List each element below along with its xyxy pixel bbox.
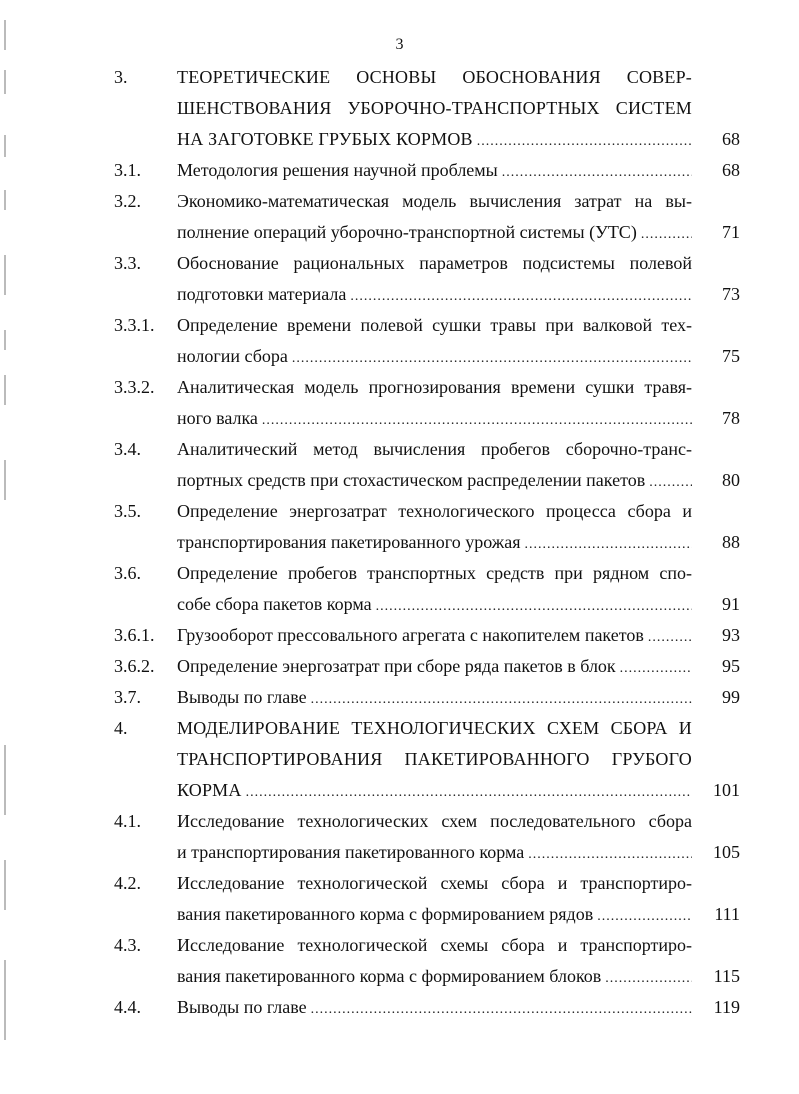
dot-leader xyxy=(350,281,692,312)
toc-entry-number: 3.3. xyxy=(114,253,141,273)
dot-leader xyxy=(649,467,692,498)
toc-entry-title-last-line xyxy=(177,620,692,653)
toc-entry-title-line: Экономико-математическая модель вычисления затрат на вы- xyxy=(177,191,692,211)
toc-entry-title-text: собе сбора пакетов корма xyxy=(177,594,372,614)
toc-entry xyxy=(0,558,799,620)
toc-entry xyxy=(0,682,799,713)
toc-entry-number: 3.6. xyxy=(114,563,141,583)
toc-entry-number: 3.2. xyxy=(114,191,141,211)
toc-entry-page-number: 78 xyxy=(722,408,740,428)
toc-entry-number: 3.3.2. xyxy=(114,377,155,397)
toc-entry-number: 3.7. xyxy=(114,687,141,707)
toc-entry xyxy=(0,620,799,651)
toc-entry-title-last-line xyxy=(177,899,692,932)
toc-entry-title-line: Исследование технологической схемы сбора и транспортиро- xyxy=(177,873,692,893)
toc-entry-number: 3. xyxy=(114,67,128,87)
toc-entry-title-last-line xyxy=(177,124,692,157)
toc-entry-number: 3.5. xyxy=(114,501,141,521)
dot-leader xyxy=(648,622,692,653)
toc-entry xyxy=(0,434,799,496)
toc-entry-page-number: 80 xyxy=(722,470,740,490)
toc-entry-title-text: КОРМА xyxy=(177,780,242,800)
toc-entry-title-line: Исследование технологической схемы сбора и транспортиро- xyxy=(177,935,692,955)
toc-entry-title-last-line xyxy=(177,682,692,715)
toc-entry-title-last-line xyxy=(177,589,692,622)
toc-entry-title-line: ШЕНСТВОВАНИЯ УБОРОЧНО-ТРАНСПОРТНЫХ СИСТЕМ xyxy=(177,98,692,118)
toc-entry-title-line: Исследование технологических схем последовательного сбора xyxy=(177,811,692,831)
toc-entry-title-line: Аналитический метод вычисления пробегов сборочно-транс- xyxy=(177,439,692,459)
dot-leader xyxy=(246,777,692,808)
dot-leader xyxy=(528,839,692,870)
toc-entry-title-last-line xyxy=(177,527,692,560)
toc-entry-title-text: НА ЗАГОТОВКЕ ГРУБЫХ КОРМОВ xyxy=(177,129,473,149)
toc-entry-page-number: 115 xyxy=(713,966,740,986)
dot-leader xyxy=(311,994,692,1025)
toc-entry-title-text: Грузооборот прессовального агрегата с накопителем пакетов xyxy=(177,625,644,645)
toc-entry-number: 3.3.1. xyxy=(114,315,155,335)
toc-entry-number: 4.2. xyxy=(114,873,141,893)
dot-leader xyxy=(262,405,692,436)
toc-entry xyxy=(0,496,799,558)
toc-entry-page-number: 71 xyxy=(722,222,740,242)
toc-entry-number: 3.6.2. xyxy=(114,656,155,676)
toc-entry xyxy=(0,186,799,248)
toc-entry-title-line: Определение пробегов транспортных средств при рядном спо- xyxy=(177,563,692,583)
toc-entry-title-last-line xyxy=(177,837,692,870)
toc-entry-title-line: ТРАНСПОРТИРОВАНИЯ ПАКЕТИРОВАННОГО ГРУБОГО xyxy=(177,749,692,769)
toc-entry-title-text: нологии сбора xyxy=(177,346,288,366)
toc-entry-page-number: 99 xyxy=(722,687,740,707)
page-number: 3 xyxy=(395,36,404,53)
toc-entry xyxy=(0,248,799,310)
toc-entry-page-number: 68 xyxy=(722,160,740,180)
toc-entry-number: 4.4. xyxy=(114,997,141,1017)
toc-entry-title-line: Определение времени полевой сушки травы при валковой тех- xyxy=(177,315,692,335)
toc-entry-title-text: вания пакетированного корма с формированием блоков xyxy=(177,966,602,986)
dot-leader xyxy=(292,343,692,374)
toc-entry-title-last-line xyxy=(177,465,692,498)
toc-entry-title-last-line xyxy=(177,279,692,312)
toc-entry xyxy=(0,310,799,372)
dot-leader xyxy=(502,157,692,188)
toc-entry xyxy=(0,806,799,868)
toc-entry-page-number: 95 xyxy=(722,656,740,676)
dot-leader xyxy=(641,219,692,250)
toc-entry-title-text: ного валка xyxy=(177,408,258,428)
toc-entry xyxy=(0,62,799,155)
toc-entry-title-text: и транспортирования пакетированного корма xyxy=(177,842,525,862)
toc-entry-title-last-line xyxy=(177,775,692,808)
toc-entry-number: 4.1. xyxy=(114,811,141,831)
dot-leader xyxy=(311,684,692,715)
toc-entry-title-line: ТЕОРЕТИЧЕСКИЕ ОСНОВЫ ОБОСНОВАНИЯ СОВЕР- xyxy=(177,67,692,87)
toc-entry-title-line: Определение энергозатрат технологического процесса сбора и xyxy=(177,501,692,521)
dot-leader xyxy=(620,653,692,684)
toc-entry-number: 4. xyxy=(114,718,128,738)
dot-leader xyxy=(605,963,692,994)
toc-entry xyxy=(0,651,799,682)
dot-leader xyxy=(597,901,692,932)
toc-entry-number: 3.1. xyxy=(114,160,141,180)
table-of-contents xyxy=(0,62,799,1023)
toc-entry-title-text: портных средств при стохастическом распределении пакетов xyxy=(177,470,646,490)
toc-entry-title-text: вания пакетированного корма с формированием рядов xyxy=(177,904,594,924)
toc-entry-title-text: Определение энергозатрат при сборе ряда пакетов в блок xyxy=(177,656,616,676)
toc-entry-title-last-line xyxy=(177,155,692,188)
toc-entry-title-line: Аналитическая модель прогнозирования времени сушки травя- xyxy=(177,377,692,397)
dot-leader xyxy=(376,591,692,622)
toc-entry-title-text: подготовки материала xyxy=(177,284,347,304)
toc-entry-title-last-line xyxy=(177,651,692,684)
toc-entry-title-line: МОДЕЛИРОВАНИЕ ТЕХНОЛОГИЧЕСКИХ СХЕМ СБОРА И xyxy=(177,718,692,738)
toc-entry-title-text: Выводы по главе xyxy=(177,997,307,1017)
toc-entry-page-number: 119 xyxy=(713,997,740,1017)
toc-entry xyxy=(0,155,799,186)
toc-entry-number: 3.6.1. xyxy=(114,625,155,645)
toc-entry-page-number: 73 xyxy=(722,284,740,304)
dot-leader xyxy=(477,126,692,157)
toc-entry xyxy=(0,372,799,434)
toc-entry-title-text: транспортирования пакетированного урожая xyxy=(177,532,521,552)
toc-entry-title-last-line xyxy=(177,961,692,994)
toc-entry-title-last-line xyxy=(177,403,692,436)
toc-entry-title-text: полнение операций уборочно-транспортной системы (УТС) xyxy=(177,222,637,242)
toc-entry xyxy=(0,713,799,806)
toc-entry-page-number: 111 xyxy=(714,904,740,924)
toc-entry-title-text: Методология решения научной проблемы xyxy=(177,160,498,180)
toc-entry-page-number: 91 xyxy=(722,594,740,614)
toc-entry-page-number: 68 xyxy=(722,129,740,149)
toc-entry-page-number: 88 xyxy=(722,532,740,552)
toc-entry-page-number: 75 xyxy=(722,346,740,366)
toc-entry-number: 3.4. xyxy=(114,439,141,459)
toc-entry-title-text: Выводы по главе xyxy=(177,687,307,707)
dot-leader xyxy=(525,529,692,560)
toc-entry-title-last-line xyxy=(177,341,692,374)
toc-entry-title-last-line xyxy=(177,992,692,1025)
toc-entry-title-line: Обоснование рациональных параметров подсистемы полевой xyxy=(177,253,692,273)
toc-entry xyxy=(0,868,799,930)
toc-entry-page-number: 105 xyxy=(713,842,740,862)
toc-entry-page-number: 93 xyxy=(722,625,740,645)
toc-entry-title-last-line xyxy=(177,217,692,250)
toc-entry-number: 4.3. xyxy=(114,935,141,955)
toc-entry xyxy=(0,930,799,992)
toc-entry xyxy=(0,992,799,1023)
toc-entry-page-number: 101 xyxy=(713,780,740,800)
